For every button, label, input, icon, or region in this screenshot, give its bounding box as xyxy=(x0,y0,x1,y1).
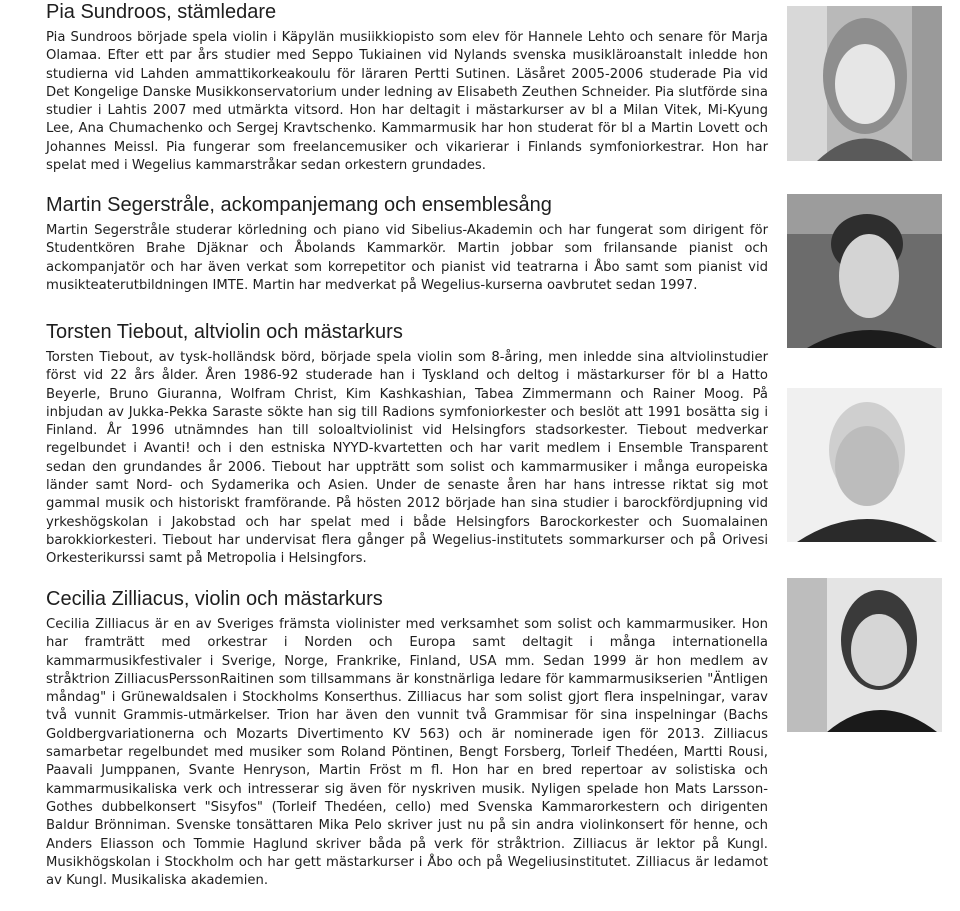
section-heading: Torsten Tiebout, altviolin och mästarkurs xyxy=(46,321,403,343)
section-body: Torsten Tiebout, av tysk-holländsk börd, började spela violin som 8-åring, men inledde sina altviolinstudier först vid 22 års ålder. Åren 1986-92 studerade han i Tyskland och deltog i mästarkurser för bl a Hatto Beyerle, Bruno Giuranna, Wolfram Christ, Kim Kashkashian, Tabea Zimmermann och Rainer Moog. På inbjudan av Jukka-Pekka Saraste sökte han sig till Radions symfoniorkester och beslöt att 1991 bosätta sig i Finland. År 1996 utnämndes han till soloaltviolinist vid Helsingfors stadsorkester. Tiebout medverkar regelbundet i Avanti! och i den estniska NYYD-kvartetten och har varit medlem i Ensemble Transparent sedan den grundandes år 2006. Tiebout har uppträtt som solist och kammarmusiker i många europeiska länder samt Nord- och Sydamerika och Asien. Under de senaste åren har hans intresse riktat sig mot gammal musik och historiskt framförande. På hösten 2012 började han sina studier i barockfördjupning vid yrkeshögskolan i Jakobstad och har spelat med i både Helsingfors Barockorkester och Suomalainen barokkiorkesteri. Tiebout har undervisat flera gånger på Wegelius-institutets sommarkurser och på Orivesi Orkesterikurssi samt på Metropolia i Helsingfors. xyxy=(46,350,768,567)
section-body: Pia Sundroos började spela violin i Käpylän musiikkiopisto som elev för Hannele Lehto och senare för Marja Olamaa. Efter ett par års studier med Seppo Tukiainen vid Nylands svenska musikläroanstalt inledde hon studierna vid Lahden ammattikorkeakoulu för läraren Pertti Sutinen. Läsåret 2005-2006 studerade Pia vid Det Kongelige Danske Musikkonservatorium under ledning av Elisabeth Zeuthen Schneider. Pia slutförde sina studier i Lahtis 2007 med utmärkta vitsord. Hon har deltagit i mästarkurser av bl a Milan Vitek, Mi-Kyung Lee, Ana Chumachenko och Sergej Kravtschenko. Kammarmusik har hon studerat för bl a Martin Lovett och Johannes Meissl. Pia fungerar som freelancemusiker och vikarierar i Finlands symfoniorkestrar. Hon har spelat med i Wegelius kammarstråkar sedan orkestern grundades. xyxy=(46,30,768,174)
portrait-image xyxy=(787,194,942,348)
portrait-image xyxy=(787,578,942,732)
portrait-photo-cecilia xyxy=(787,578,942,732)
bio-pia-sundroos xyxy=(46,0,768,175)
section-body: Martin Segerstråle studerar körledning och piano vid Sibelius-Akademin och har fungerat som dirigent för Studentkören Brahe Djäknar och Åbolands Kammarkör. Martin jobbar som frilansande pianist och ackompanjatör och har även verkat som korrepetitor och pianist vid teatrarna i Åbo samt som pianist vid musikteaterutbildningen IMTE. Martin har medverkat på Wegelius-kurserna oavbrutet sedan 1997. xyxy=(46,223,768,293)
section-heading: Cecilia Zilliacus, violin och mästarkurs xyxy=(46,588,383,610)
portrait-photo-martin xyxy=(787,194,942,348)
portrait-photo-pia xyxy=(787,6,942,161)
portrait-image xyxy=(787,6,942,161)
bio-torsten-tiebout xyxy=(46,320,768,569)
section-heading: Martin Segerstråle, ackompanjemang och ensemblesång xyxy=(46,194,552,216)
bio-martin-segerstrale xyxy=(46,193,768,295)
portrait-image xyxy=(787,388,942,542)
section-body: Cecilia Zilliacus är en av Sveriges främsta violinister med verksamhet som solist och kammarmusiker. Hon har framträtt med orkestrar i Norden och Europa samt deltagit i många internationella kammarmusikfestivaler i Sverige, Norge, Frankrike, Finland, USA mm. Sedan 1999 är hon medlem av stråktrion ZilliacusPerssonRaitinen som tillsammans är konstnärliga ledare för kammarmusikserien "Äntligen måndag" i Grünewaldsalen i Stockholms Konserthus. Zilliacus har som solist gjort flera inspelningar, varav två vunnit Grammis-utmärkelser. Trion har även den vunnit två Grammisar för sina inspelningar (Bachs Goldbergvariationerna och Mozarts Divertimento KV 563) och är nominerade igen för 2013. Zilliacus samarbetar regelbundet med musiker som Roland Pöntinen, Bengt Forsberg, Torleif Thedéen, Martti Rousi, Paavali Jumppanen, Svante Henryson, Martin Fröst m fl. Hon har en bred repertoar av solistiska och kammarmusikaliska verk och intresserar sig även för nyskriven musik. Nyligen spelade hon Mats Larsson-Gothes dubbelkonsert "Sisyfos" (Torleif Thedéen, cello) med Svenska Kammarorkestern och dirigenten Baldur Brönniman. Svenske tonsättaren Mika Pelo skriver just nu på sin andra violinkonsert för henne, och Anders Eliasson och Tommie Haglund skriver båda på verk för stråktrion. Zilliacus är lektor på Kungl. Musikhögskolan i Stockholm och har gett mästarkurser i Åbo och på Wegeliusinstitutet. Zilliacus är ledamot av Kungl. Musikaliska akademien. xyxy=(46,617,768,889)
portrait-photo-torsten xyxy=(787,388,942,542)
bio-cecilia-zilliacus xyxy=(46,587,768,890)
section-heading: Pia Sundroos, stämledare xyxy=(46,1,277,23)
